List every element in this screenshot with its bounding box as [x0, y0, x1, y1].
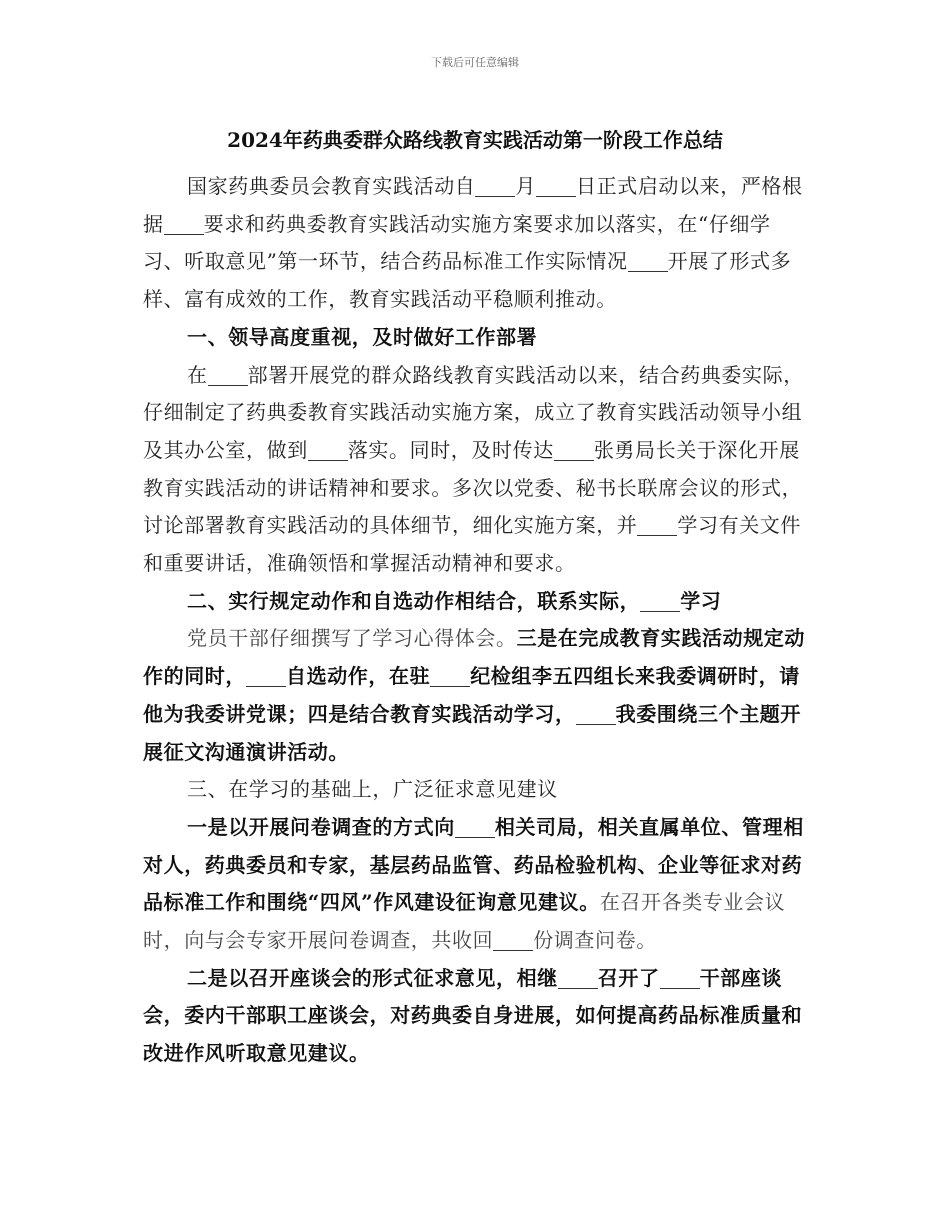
text-span: 相关司局，相关直属单位、管理相对人，药典委员和专家，基层药品监管、药品检验机构、企业等征求对药品标准工作和围绕“四风”作风建设征询意见建议。	[143, 814, 804, 915]
text-span: 学习	[680, 588, 722, 613]
blank-line	[164, 214, 204, 235]
text-span: 日正式启动以来，严格根据	[143, 174, 803, 236]
paragraph-section-1	[143, 357, 811, 583]
text-span: 纪检组李五四组长来我委调研时，请他为我委讲党课；四是结合教育实践活动学习，	[143, 664, 800, 726]
blank-line	[455, 817, 495, 838]
blank-line	[637, 515, 677, 536]
text-span: 国家药典委员会教育实践活动自	[187, 174, 476, 198]
section-heading-1: 一、领导高度重视，及时做好工作部署	[187, 324, 538, 349]
blank-line	[660, 968, 700, 989]
blank-line	[308, 440, 348, 461]
section-heading-3: 三、在学习的基础上，广泛征求意见建议	[187, 777, 558, 802]
text-span: 二、实行规定动作和自选动作相结合，联系实际，	[187, 588, 641, 613]
text-span: 召开了	[597, 965, 660, 990]
blank-line	[576, 704, 616, 725]
text-span: 要求和药典委教育实践活动实施方案要求加以落实，在“仔细学习、听取意见”第一环节，结合药品标准工作实际情况	[143, 211, 771, 274]
paragraph-section-3a	[143, 809, 811, 960]
blank-line	[558, 968, 598, 989]
text-span: 自选动作，在驻	[286, 664, 431, 689]
text-span: 份调查问卷。	[533, 928, 657, 953]
text-span: 一是以开展问卷调查的方式向	[187, 814, 455, 839]
section-heading-2	[143, 583, 811, 621]
text-span: 三是在完成教育实践活动规定动作的同时，	[143, 626, 806, 689]
text-span: 干部座谈会，委内干部职工座谈会，对药典委自身进展，如何提高药品标准质量和改进作风听取意见建议。	[143, 965, 803, 1066]
text-span: 在	[187, 362, 208, 387]
text-span: 落实。同时，及时传达	[347, 437, 554, 462]
text-span: 月	[515, 174, 537, 198]
blank-line	[493, 930, 533, 951]
blank-line	[554, 440, 594, 461]
document-body	[143, 168, 811, 1073]
paragraph-section-3b	[143, 960, 811, 1073]
text-span: 开展了形式多样、富有成效的工作，教育实践活动平稳顺利推动。	[143, 249, 792, 312]
page-header-note: 下载后可任意编辑	[431, 56, 519, 69]
text-span: 二是以召开座谈会的形式征求意见，相继	[187, 965, 558, 990]
text-span: 党员干部仔细撰写了学习心得体会。	[187, 626, 517, 651]
text-span: 在召开各类专业会议时，向与会专家开展问卷调查，共收回	[143, 890, 786, 953]
blank-line	[640, 591, 680, 612]
blank-line	[430, 666, 470, 687]
blank-line	[208, 365, 248, 386]
text-span: 部署开展党的群众路线教育实践活动以来，结合药典委实际，仔细制定了药典委教育实践活动实施方案，成立了教育实践活动领导小组及其办公室，做到	[143, 362, 804, 462]
paragraph-section-2	[143, 620, 811, 771]
text-span: 张勇局长关于深化开展教育实践活动的讲话精神和要求。多次以党委、秘书长联席会议的形式，讨论部署教育实践活动的具体细节，细化实施方案，并	[143, 437, 803, 538]
blank-line	[475, 176, 515, 197]
document-title: 2024年药典委群众路线教育实践活动第一阶段工作总结	[227, 128, 723, 152]
blank-line	[246, 666, 286, 687]
blank-line	[628, 251, 668, 272]
paragraph-intro	[143, 168, 811, 319]
text-span: 我委围绕三个主题开展征文沟通演讲活动。	[143, 701, 802, 764]
blank-line	[536, 176, 576, 197]
text-span: 学习有关文件和重要讲话，准确领悟和掌握活动精神和要求。	[143, 513, 802, 576]
